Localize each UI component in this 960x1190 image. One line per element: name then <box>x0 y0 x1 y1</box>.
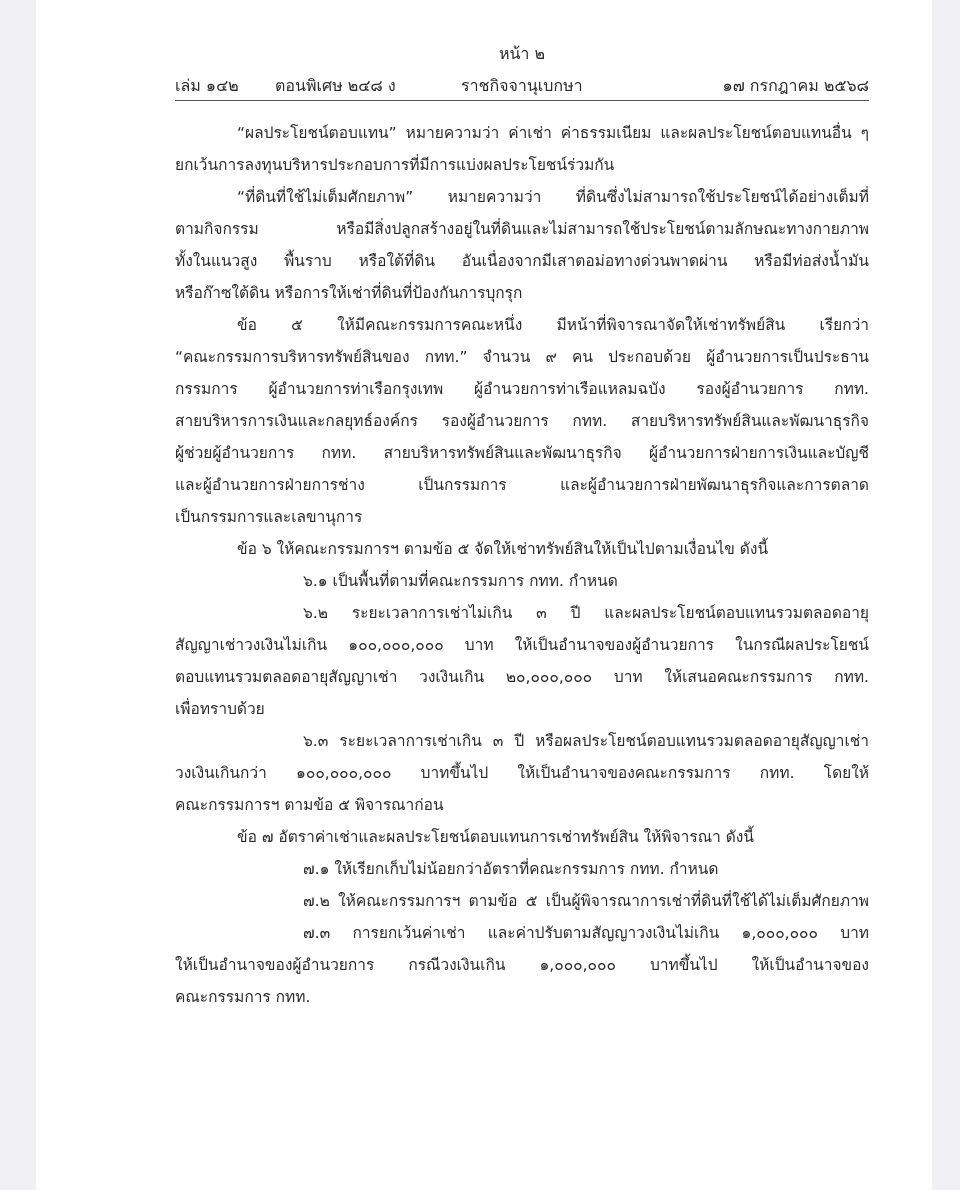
text-line: หรือก๊าซใต้ดิน หรือการให้เช่าที่ดินที่ป้องกันการบุกรุก <box>175 284 523 302</box>
text-line: ๗.๑ ให้เรียกเก็บไม่น้อยกว่าอัตราที่คณะกรรมการ กทท. กำหนด <box>303 860 719 878</box>
text-line: ข้อ ๕ ให้มีคณะกรรมการคณะหนึ่ง มีหน้าที่พิจารณาจัดให้เช่าทรัพย์สิน เรียกว่า <box>237 316 869 334</box>
text-line: คณะกรรมการ กทท. <box>175 988 311 1006</box>
gazette-header <box>175 74 869 98</box>
document-page <box>36 0 932 1190</box>
text-line: กรรมการ ผู้อำนวยการท่าเรือกรุงเทพ ผู้อำนวยการท่าเรือแหลมฉบัง รองผู้อำนวยการ กทท. <box>175 380 869 398</box>
text-line: วงเงินเกินกว่า ๑๐๐,๐๐๐,๐๐๐ บาทขึ้นไป ให้เป็นอำนาจของคณะกรรมการ กทท. โดยให้ <box>175 764 869 782</box>
text-line: ตอบแทนรวมตลอดอายุสัญญาเช่า วงเงินเกิน ๒๐,๐๐๐,๐๐๐ บาท ให้เสนอคณะกรรมการ กทท. <box>175 668 869 686</box>
text-line: ๖.๑ เป็นพื้นที่ตามที่คณะกรรมการ กทท. กำหนด <box>303 572 618 590</box>
text-line: “ที่ดินที่ใช้ไม่เต็มศักยภาพ” หมายความว่า ที่ดินซึ่งไม่สามารถใช้ประโยชน์ได้อย่างเต็มที่ <box>237 188 869 206</box>
header-divider <box>175 100 869 101</box>
text-line: ๖.๓ ระยะเวลาการเช่าเกิน ๓ ปี หรือผลประโยชน์ตอบแทนรวมตลอดอายุสัญญาเช่า <box>303 732 869 750</box>
text-line: ๗.๓ การยกเว้นค่าเช่า และค่าปรับตามสัญญาวงเงินไม่เกิน ๑,๐๐๐,๐๐๐ บาท <box>303 924 869 942</box>
issue-label: ตอนพิเศษ ๒๔๘ ง <box>275 76 396 95</box>
text-line: ให้เป็นอำนาจของผู้อำนวยการ กรณีวงเงินเกิน ๑,๐๐๐,๐๐๐ บาทขึ้นไป ให้เป็นอำนาจของ <box>175 956 869 974</box>
text-line: เพื่อทราบด้วย <box>175 700 265 718</box>
text-line: ผู้ช่วยผู้อำนวยการ กทท. สายบริหารทรัพย์สินและพัฒนาธุรกิจ ผู้อำนวยการฝ่ายการเงินและบัญชี <box>175 444 869 462</box>
text-line: เป็นกรรมการและเลขานุการ <box>175 508 363 526</box>
text-line: และผู้อำนวยการฝ่ายการช่าง เป็นกรรมการ และผู้อำนวยการฝ่ายพัฒนาธุรกิจและการตลาด <box>175 476 869 494</box>
text-line: ยกเว้นการลงทุนบริหารประกอบการที่มีการแบ่งผลประโยชน์ร่วมกัน <box>175 156 615 174</box>
text-line: ข้อ ๖ ให้คณะกรรมการฯ ตามข้อ ๕ จัดให้เช่าทรัพย์สินให้เป็นไปตามเงื่อนไข ดังนี้ <box>237 540 769 558</box>
text-line: “ผลประโยชน์ตอบแทน” หมายความว่า ค่าเช่า ค่าธรรมเนียม และผลประโยชน์ตอบแทนอื่น ๆ <box>237 124 869 142</box>
text-line: ๖.๒ ระยะเวลาการเช่าไม่เกิน ๓ ปี และผลประโยชน์ตอบแทนรวมตลอดอายุ <box>303 604 869 622</box>
text-line: ทั้งในแนวสูง พื้นราบ หรือใต้ที่ดิน อันเนื่องจากมีเสาตอม่อทางด่วนพาดผ่าน หรือมีท่อส่งน้ำมัน <box>175 252 869 270</box>
text-line: สัญญาเช่าวงเงินไม่เกิน ๑๐๐,๐๐๐,๐๐๐ บาท ให้เป็นอำนาจของผู้อำนวยการ ในกรณีผลประโยชน์ <box>175 636 869 654</box>
text-line: คณะกรรมการฯ ตามข้อ ๕ พิจารณาก่อน <box>175 796 444 814</box>
text-line: ๗.๒ ให้คณะกรรมการฯ ตามข้อ ๕ เป็นผู้พิจารณาการเช่าที่ดินที่ใช้ได้ไม่เต็มศักยภาพ <box>303 892 869 910</box>
text-line: ข้อ ๗ อัตราค่าเช่าและผลประโยชน์ตอบแทนการเช่าทรัพย์สิน ให้พิจารณา ดังนี้ <box>237 828 754 846</box>
text-line: สายบริหารการเงินและกลยุทธ์องค์กร รองผู้อำนวยการ กทท. สายบริหารทรัพย์สินและพัฒนาธุรกิจ <box>175 412 869 430</box>
publication-name: ราชกิจจานุเบกษา <box>461 76 583 95</box>
volume-label: เล่ม ๑๔๒ <box>175 76 239 95</box>
publication-date: ๑๗ กรกฎาคม ๒๕๖๘ <box>722 76 869 95</box>
text-line: ตามกิจกรรม หรือมีสิ่งปลูกสร้างอยู่ในที่ดินและไม่สามารถใช้ประโยชน์ตามลักษณะทางกายภาพ <box>175 220 869 238</box>
page-number: หน้า ๒ <box>498 44 546 63</box>
text-line: “คณะกรรมการบริหารทรัพย์สินของ กทท.” จำนวน ๙ คน ประกอบด้วย ผู้อำนวยการเป็นประธาน <box>175 348 869 366</box>
